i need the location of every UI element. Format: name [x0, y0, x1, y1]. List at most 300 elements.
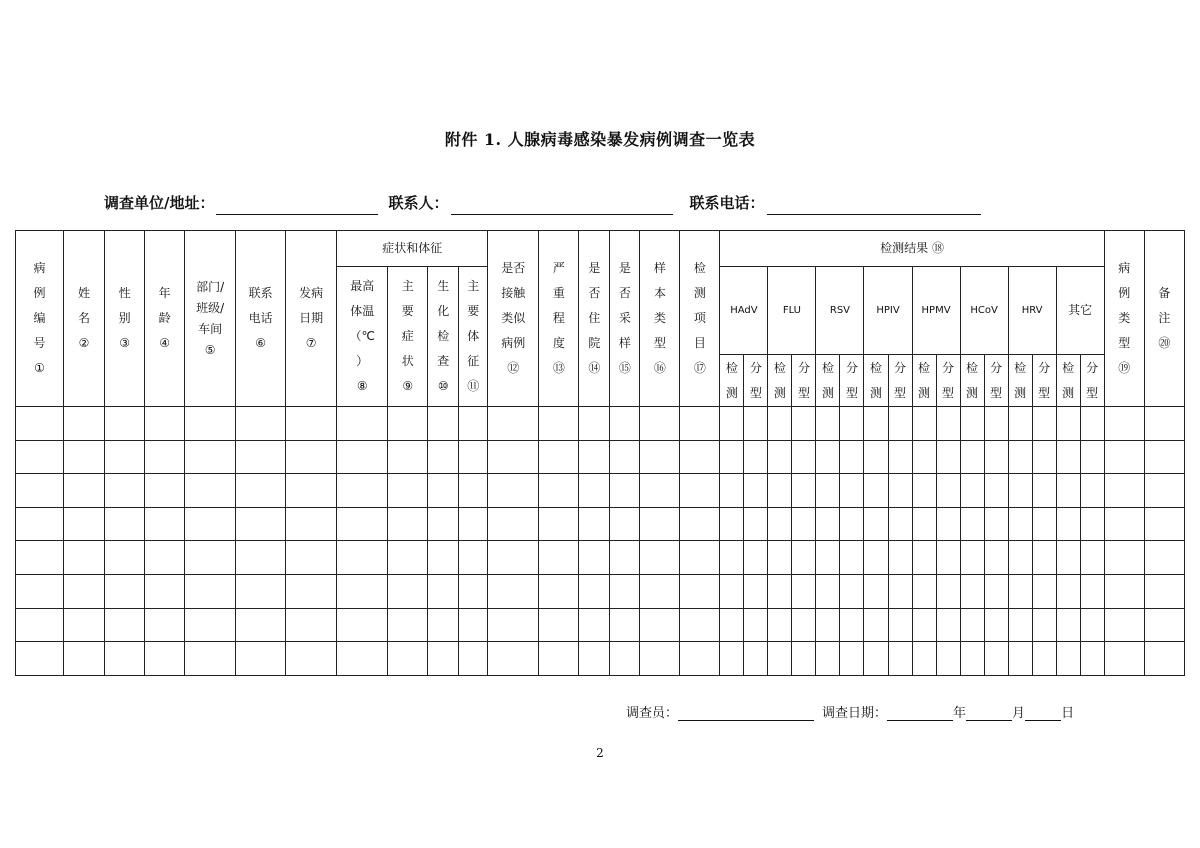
table-cell[interactable] — [792, 574, 816, 608]
table-cell[interactable] — [768, 608, 792, 642]
table-cell[interactable] — [286, 407, 337, 441]
table-cell[interactable] — [1144, 541, 1184, 575]
table-cell[interactable] — [1032, 440, 1056, 474]
table-cell[interactable] — [1104, 642, 1144, 676]
table-cell[interactable] — [185, 642, 236, 676]
table-cell[interactable] — [185, 407, 236, 441]
table-cell[interactable] — [337, 474, 388, 508]
table-cell[interactable] — [185, 574, 236, 608]
table-cell[interactable] — [1104, 407, 1144, 441]
table-cell[interactable] — [610, 541, 640, 575]
table-cell[interactable] — [185, 440, 236, 474]
table-cell[interactable] — [388, 541, 428, 575]
table-cell[interactable] — [816, 608, 840, 642]
table-cell[interactable] — [816, 440, 840, 474]
table-cell[interactable] — [720, 407, 744, 441]
table-cell[interactable] — [960, 407, 984, 441]
table-cell[interactable] — [680, 574, 720, 608]
table-cell[interactable] — [1144, 642, 1184, 676]
table-cell[interactable] — [680, 608, 720, 642]
table-cell[interactable] — [640, 541, 680, 575]
table-cell[interactable] — [459, 541, 488, 575]
table-cell[interactable] — [1056, 440, 1080, 474]
table-cell[interactable] — [610, 474, 640, 508]
table-cell[interactable] — [792, 507, 816, 541]
table-cell[interactable] — [840, 407, 864, 441]
table-cell[interactable] — [1032, 407, 1056, 441]
table-cell[interactable] — [286, 440, 337, 474]
table-cell[interactable] — [1144, 507, 1184, 541]
table-cell[interactable] — [960, 541, 984, 575]
day-blank[interactable] — [1025, 705, 1061, 721]
table-cell[interactable] — [185, 608, 236, 642]
table-cell[interactable] — [539, 507, 579, 541]
table-cell[interactable] — [1080, 407, 1104, 441]
table-cell[interactable] — [744, 507, 768, 541]
table-cell[interactable] — [960, 474, 984, 508]
table-cell[interactable] — [488, 574, 539, 608]
table-cell[interactable] — [579, 642, 610, 676]
table-cell[interactable] — [1104, 440, 1144, 474]
table-cell[interactable] — [1056, 507, 1080, 541]
sub-type-0: 分 型 — [744, 355, 768, 407]
table-cell[interactable] — [936, 642, 960, 676]
table-cell[interactable] — [888, 407, 912, 441]
table-cell[interactable] — [768, 574, 792, 608]
table-cell[interactable] — [64, 574, 105, 608]
table-cell[interactable] — [539, 541, 579, 575]
table-cell[interactable] — [539, 642, 579, 676]
table-cell[interactable] — [428, 407, 459, 441]
table-cell[interactable] — [459, 507, 488, 541]
table-cell[interactable] — [768, 541, 792, 575]
table-cell[interactable] — [960, 440, 984, 474]
table-cell[interactable] — [816, 642, 840, 676]
table-cell[interactable] — [428, 608, 459, 642]
table-cell[interactable] — [984, 608, 1008, 642]
table-cell[interactable] — [984, 407, 1008, 441]
table-cell[interactable] — [337, 541, 388, 575]
table-cell[interactable] — [16, 507, 64, 541]
table-cell[interactable] — [185, 541, 236, 575]
table-cell[interactable] — [816, 541, 840, 575]
contact-person-blank[interactable] — [451, 196, 673, 215]
table-cell[interactable] — [1032, 507, 1056, 541]
table-cell[interactable] — [1080, 507, 1104, 541]
investigator-blank[interactable] — [678, 705, 814, 721]
table-cell[interactable] — [579, 407, 610, 441]
table-cell[interactable] — [105, 574, 145, 608]
table-cell[interactable] — [105, 608, 145, 642]
table-cell[interactable] — [105, 440, 145, 474]
table-cell[interactable] — [984, 440, 1008, 474]
table-cell[interactable] — [816, 574, 840, 608]
table-cell[interactable] — [286, 474, 337, 508]
table-cell[interactable] — [579, 541, 610, 575]
table-cell[interactable] — [840, 574, 864, 608]
table-cell[interactable] — [64, 608, 105, 642]
table-cell[interactable] — [64, 440, 105, 474]
table-cell[interactable] — [936, 541, 960, 575]
table-cell[interactable] — [864, 608, 888, 642]
table-cell[interactable] — [1008, 507, 1032, 541]
table-cell[interactable] — [388, 574, 428, 608]
table-cell[interactable] — [960, 507, 984, 541]
table-cell[interactable] — [579, 507, 610, 541]
table-cell[interactable] — [488, 440, 539, 474]
table-cell[interactable] — [16, 642, 64, 676]
pathogen-rsv: RSV — [816, 267, 864, 355]
table-cell[interactable] — [16, 407, 64, 441]
table-cell[interactable] — [680, 541, 720, 575]
table-cell[interactable] — [936, 407, 960, 441]
table-cell[interactable] — [1080, 474, 1104, 508]
table-cell[interactable] — [64, 541, 105, 575]
table-cell[interactable] — [1032, 474, 1056, 508]
table-cell[interactable] — [792, 608, 816, 642]
table-cell[interactable] — [459, 407, 488, 441]
table-cell[interactable] — [1056, 642, 1080, 676]
table-cell[interactable] — [428, 541, 459, 575]
table-cell[interactable] — [744, 541, 768, 575]
table-cell[interactable] — [145, 642, 185, 676]
table-cell[interactable] — [1008, 642, 1032, 676]
table-cell[interactable] — [912, 541, 936, 575]
table-cell[interactable] — [1008, 440, 1032, 474]
table-cell[interactable] — [720, 507, 744, 541]
table-cell[interactable] — [286, 507, 337, 541]
table-cell[interactable] — [744, 608, 768, 642]
table-cell[interactable] — [936, 440, 960, 474]
table-cell[interactable] — [792, 642, 816, 676]
table-cell[interactable] — [864, 474, 888, 508]
table-cell[interactable] — [539, 440, 579, 474]
table-cell[interactable] — [1080, 642, 1104, 676]
table-cell[interactable] — [680, 440, 720, 474]
table-cell[interactable] — [864, 507, 888, 541]
table-cell[interactable] — [236, 474, 286, 508]
table-cell[interactable] — [610, 407, 640, 441]
table-cell[interactable] — [428, 574, 459, 608]
table-cell[interactable] — [145, 440, 185, 474]
table-cell[interactable] — [768, 474, 792, 508]
table-cell[interactable] — [1032, 642, 1056, 676]
table-cell[interactable] — [1032, 608, 1056, 642]
table-cell[interactable] — [792, 541, 816, 575]
table-cell[interactable] — [610, 608, 640, 642]
table-cell[interactable] — [744, 474, 768, 508]
table-cell[interactable] — [1056, 407, 1080, 441]
table-cell[interactable] — [984, 507, 1008, 541]
table-cell[interactable] — [984, 474, 1008, 508]
table-cell[interactable] — [864, 440, 888, 474]
table-cell[interactable] — [459, 474, 488, 508]
table-cell[interactable] — [912, 608, 936, 642]
table-cell[interactable] — [105, 642, 145, 676]
sub-test-2: 检 测 — [816, 355, 840, 407]
table-cell[interactable] — [236, 642, 286, 676]
table-cell[interactable] — [912, 407, 936, 441]
table-cell[interactable] — [337, 608, 388, 642]
table-cell[interactable] — [105, 507, 145, 541]
table-cell[interactable] — [105, 407, 145, 441]
table-cell[interactable] — [1080, 440, 1104, 474]
table-cell[interactable] — [680, 474, 720, 508]
table-cell[interactable] — [64, 407, 105, 441]
table-cell[interactable] — [16, 574, 64, 608]
table-cell[interactable] — [888, 474, 912, 508]
table-cell[interactable] — [640, 440, 680, 474]
table-cell[interactable] — [936, 574, 960, 608]
table-cell[interactable] — [64, 642, 105, 676]
table-cell[interactable] — [1008, 574, 1032, 608]
col-onset-date: 发病 日期 ⑦ — [286, 231, 337, 407]
table-cell[interactable] — [388, 440, 428, 474]
table-cell[interactable] — [1144, 574, 1184, 608]
table-cell[interactable] — [984, 574, 1008, 608]
table-cell[interactable] — [912, 440, 936, 474]
table-cell[interactable] — [539, 574, 579, 608]
table-cell[interactable] — [1104, 608, 1144, 642]
table-cell[interactable] — [1080, 541, 1104, 575]
table-cell[interactable] — [64, 507, 105, 541]
table-cell[interactable] — [912, 574, 936, 608]
table-cell[interactable] — [459, 608, 488, 642]
table-cell[interactable] — [640, 608, 680, 642]
table-cell[interactable] — [428, 642, 459, 676]
table-cell[interactable] — [539, 474, 579, 508]
table-cell[interactable] — [744, 407, 768, 441]
table-cell[interactable] — [720, 608, 744, 642]
table-cell[interactable] — [1032, 541, 1056, 575]
table-cell[interactable] — [864, 642, 888, 676]
table-cell[interactable] — [864, 407, 888, 441]
table-cell[interactable] — [579, 440, 610, 474]
table-cell[interactable] — [488, 608, 539, 642]
table-cell[interactable] — [1056, 608, 1080, 642]
table-cell[interactable] — [840, 440, 864, 474]
table-cell[interactable] — [888, 574, 912, 608]
table-cell[interactable] — [1104, 574, 1144, 608]
table-cell[interactable] — [488, 474, 539, 508]
table-cell[interactable] — [337, 507, 388, 541]
table-cell[interactable] — [1080, 574, 1104, 608]
table-cell[interactable] — [912, 642, 936, 676]
table-cell[interactable] — [539, 407, 579, 441]
table-cell[interactable] — [960, 574, 984, 608]
table-cell[interactable] — [792, 407, 816, 441]
table-cell[interactable] — [960, 642, 984, 676]
table-cell[interactable] — [640, 507, 680, 541]
table-cell[interactable] — [768, 440, 792, 474]
table-cell[interactable] — [105, 474, 145, 508]
sub-test-1: 检 测 — [768, 355, 792, 407]
table-cell[interactable] — [640, 574, 680, 608]
table-cell[interactable] — [1008, 541, 1032, 575]
table-cell[interactable] — [640, 407, 680, 441]
table-cell[interactable] — [840, 642, 864, 676]
table-cell[interactable] — [185, 507, 236, 541]
table-cell[interactable] — [610, 574, 640, 608]
table-cell[interactable] — [1144, 407, 1184, 441]
table-cell[interactable] — [840, 507, 864, 541]
table-cell[interactable] — [744, 574, 768, 608]
table-cell[interactable] — [888, 642, 912, 676]
table-cell[interactable] — [236, 440, 286, 474]
table-cell[interactable] — [936, 608, 960, 642]
table-cell[interactable] — [1144, 474, 1184, 508]
table-cell[interactable] — [960, 608, 984, 642]
table-cell[interactable] — [337, 642, 388, 676]
table-cell[interactable] — [744, 642, 768, 676]
table-cell[interactable] — [816, 507, 840, 541]
table-cell[interactable] — [768, 642, 792, 676]
table-cell[interactable] — [610, 507, 640, 541]
table-cell[interactable] — [64, 474, 105, 508]
table-cell[interactable] — [1080, 608, 1104, 642]
table-cell[interactable] — [888, 541, 912, 575]
table-cell[interactable] — [888, 440, 912, 474]
table-cell[interactable] — [488, 541, 539, 575]
table-cell[interactable] — [16, 440, 64, 474]
table-cell[interactable] — [792, 440, 816, 474]
table-cell[interactable] — [744, 440, 768, 474]
table-cell[interactable] — [1104, 541, 1144, 575]
table-cell[interactable] — [236, 608, 286, 642]
sub-test-4: 检 测 — [912, 355, 936, 407]
table-cell[interactable] — [768, 507, 792, 541]
table-cell[interactable] — [16, 474, 64, 508]
table-cell[interactable] — [428, 474, 459, 508]
table-cell[interactable] — [16, 608, 64, 642]
table-cell[interactable] — [1104, 474, 1144, 508]
table-cell[interactable] — [236, 407, 286, 441]
table-cell[interactable] — [720, 474, 744, 508]
table-cell[interactable] — [1104, 507, 1144, 541]
table-cell[interactable] — [105, 541, 145, 575]
table-cell[interactable] — [286, 608, 337, 642]
table-cell[interactable] — [840, 474, 864, 508]
table-cell[interactable] — [720, 574, 744, 608]
table-cell[interactable] — [388, 407, 428, 441]
table-cell[interactable] — [459, 642, 488, 676]
table-cell[interactable] — [1008, 407, 1032, 441]
table-cell[interactable] — [610, 440, 640, 474]
sub-type-5: 分 型 — [984, 355, 1008, 407]
month-blank[interactable] — [966, 705, 1012, 721]
table-cell[interactable] — [579, 608, 610, 642]
table-cell[interactable] — [1008, 608, 1032, 642]
table-cell[interactable] — [286, 642, 337, 676]
col-remarks: 备 注 ⑳ — [1144, 231, 1184, 407]
table-cell[interactable] — [337, 407, 388, 441]
table-cell[interactable] — [488, 642, 539, 676]
table-cell[interactable] — [936, 474, 960, 508]
sub-type-2: 分 型 — [840, 355, 864, 407]
table-cell[interactable] — [640, 474, 680, 508]
table-cell[interactable] — [1056, 541, 1080, 575]
table-cell[interactable] — [16, 541, 64, 575]
table-cell[interactable] — [1056, 574, 1080, 608]
table-cell[interactable] — [720, 440, 744, 474]
table-cell[interactable] — [488, 407, 539, 441]
year-blank[interactable] — [887, 705, 953, 721]
table-cell[interactable] — [236, 574, 286, 608]
table-cell[interactable] — [680, 642, 720, 676]
table-cell[interactable] — [388, 474, 428, 508]
table-cell[interactable] — [185, 474, 236, 508]
table-cell[interactable] — [680, 507, 720, 541]
document-title: 附件 1. 人腺病毒感染暴发病例调查一览表 — [444, 130, 756, 149]
table-cell[interactable] — [816, 407, 840, 441]
table-cell[interactable] — [792, 474, 816, 508]
table-cell[interactable] — [428, 507, 459, 541]
table-cell[interactable] — [864, 574, 888, 608]
table-cell[interactable] — [888, 507, 912, 541]
table-cell[interactable] — [145, 474, 185, 508]
table-cell[interactable] — [286, 541, 337, 575]
table-cell[interactable] — [286, 574, 337, 608]
table-cell[interactable] — [720, 541, 744, 575]
table-cell[interactable] — [720, 642, 744, 676]
table-cell[interactable] — [864, 541, 888, 575]
table-cell[interactable] — [936, 507, 960, 541]
table-cell[interactable] — [145, 407, 185, 441]
table-cell[interactable] — [145, 608, 185, 642]
table-cell[interactable] — [984, 642, 1008, 676]
table-cell[interactable] — [912, 474, 936, 508]
table-cell[interactable] — [236, 507, 286, 541]
table-cell[interactable] — [488, 507, 539, 541]
survey-info-line — [104, 192, 981, 213]
table-cell[interactable] — [459, 574, 488, 608]
table-cell[interactable] — [610, 642, 640, 676]
table-cell[interactable] — [145, 574, 185, 608]
table-cell[interactable] — [1144, 608, 1184, 642]
table-cell[interactable] — [1032, 574, 1056, 608]
table-cell[interactable] — [145, 507, 185, 541]
table-cell[interactable] — [888, 608, 912, 642]
table-cell[interactable] — [1008, 474, 1032, 508]
table-cell[interactable] — [388, 507, 428, 541]
table-cell[interactable] — [388, 642, 428, 676]
table-cell[interactable] — [1056, 474, 1080, 508]
table-cell[interactable] — [579, 574, 610, 608]
table-cell[interactable] — [1144, 440, 1184, 474]
table-cell[interactable] — [459, 440, 488, 474]
table-cell[interactable] — [840, 608, 864, 642]
table-cell[interactable] — [984, 541, 1008, 575]
table-cell[interactable] — [640, 642, 680, 676]
table-cell[interactable] — [236, 541, 286, 575]
table-cell[interactable] — [768, 407, 792, 441]
contact-phone-blank[interactable] — [767, 196, 981, 215]
table-cell[interactable] — [337, 574, 388, 608]
table-cell[interactable] — [337, 440, 388, 474]
table-cell[interactable] — [539, 608, 579, 642]
unit-address-blank[interactable] — [216, 196, 378, 215]
table-cell[interactable] — [816, 474, 840, 508]
sub-test-3: 检 测 — [864, 355, 888, 407]
table-cell[interactable] — [145, 541, 185, 575]
table-row — [16, 474, 1185, 508]
table-cell[interactable] — [680, 407, 720, 441]
table-cell[interactable] — [579, 474, 610, 508]
table-cell[interactable] — [912, 507, 936, 541]
table-cell[interactable] — [840, 541, 864, 575]
table-cell[interactable] — [388, 608, 428, 642]
table-cell[interactable] — [428, 440, 459, 474]
